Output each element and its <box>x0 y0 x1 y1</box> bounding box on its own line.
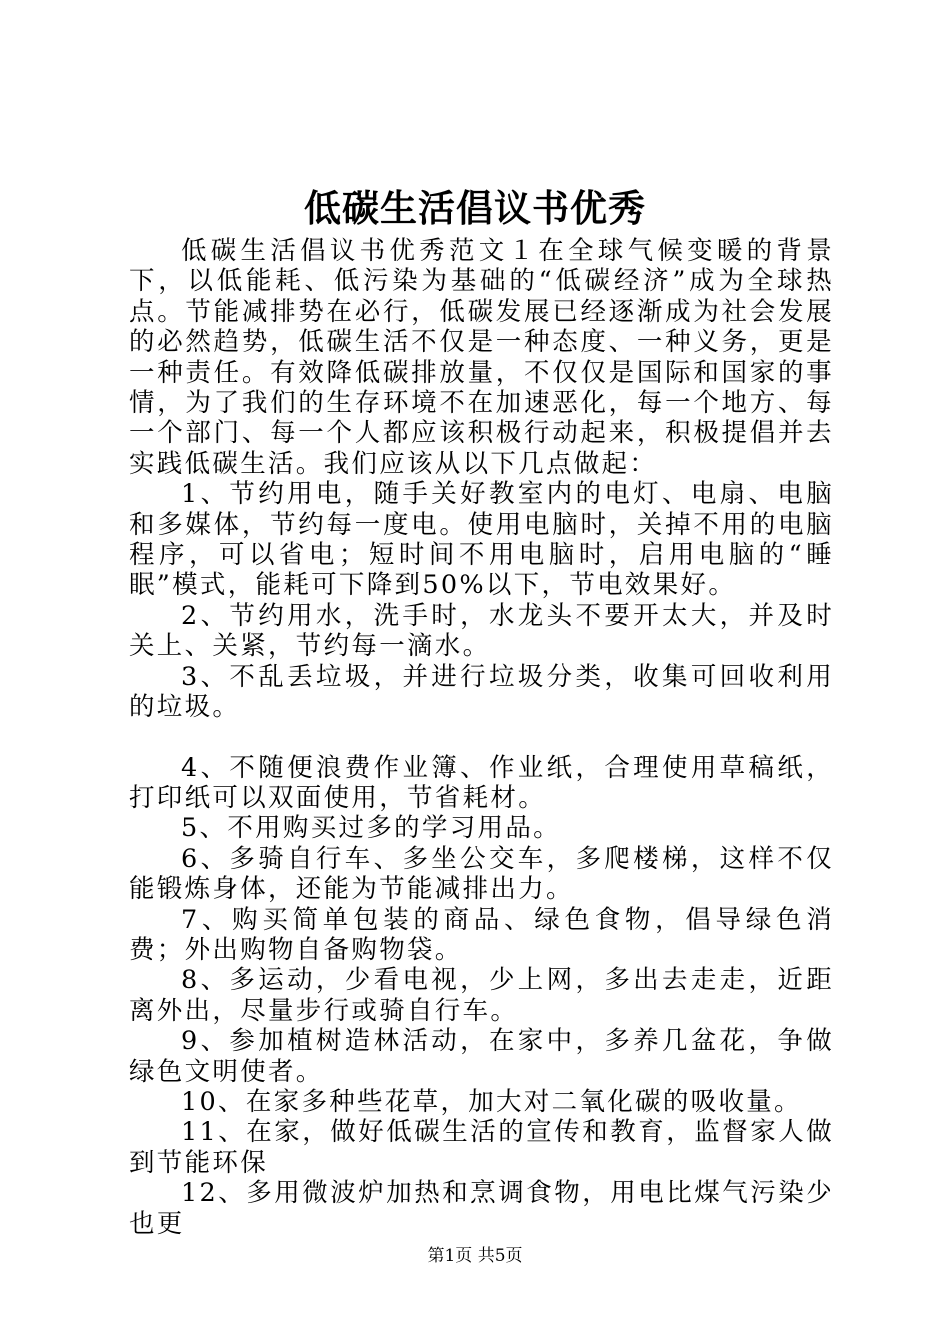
paragraph-item-2: 2、节约用水，洗手时，水龙头不要开太大，并及时关上、关紧，节约每一滴水。 <box>129 600 834 662</box>
page-number-footer: 第1页 共5页 <box>427 1246 523 1266</box>
paragraph-item-4: 4、不随便浪费作业簿、作业纸，合理使用草稿纸，打印纸可以双面使用，节省耗材。 <box>129 752 834 813</box>
paragraph-item-1: 1、节约用电，随手关好教室内的电灯、电扇、电脑和多媒体，节约每一度电。使用电脑时，关掉不用的电脑程序，可以省电；短时间不用电脑时，启用电脑的“睡眠”模式，能耗可下降到50%以下，节电效果好。 <box>129 479 834 601</box>
paragraph-item-11: 11、在家，做好低碳生活的宣传和教育，监督家人做到节能环保 <box>129 1117 834 1178</box>
paragraph-item-12: 12、多用微波炉加热和烹调食物，用电比煤气污染少也更 <box>129 1178 834 1239</box>
paragraph-item-8: 8、多运动，少看电视，少上网，多出去走走，近距离外出，尽量步行或骑自行车。 <box>129 965 834 1026</box>
paragraph-item-6: 6、多骑自行车、多坐公交车，多爬楼梯，这样不仅能锻炼身体，还能为节能减排出力。 <box>129 843 834 905</box>
paragraph-item-10: 10、在家多种些花草，加大对二氧化碳的吸收量。 <box>181 1086 802 1117</box>
paragraph-item-9: 9、参加植树造林活动，在家中，多养几盆花，争做绿色文明使者。 <box>129 1026 834 1087</box>
paragraph-item-3: 3、不乱丢垃圾，并进行垃圾分类，收集可回收利用的垃圾。 <box>129 661 834 723</box>
paragraph-intro: 低碳生活倡议书优秀范文１在全球气候变暖的背景下，以低能耗、低污染为基础的“低碳经济”成为全球热点。节能减排势在必行，低碳发展已经逐渐成为社会发展的必然趋势，低碳生活不仅是一种态度、一种义务，更是一种责任。有效降低碳排放量，不仅仅是国际和国家的事情，为了我们的生存环境不在加速恶化，每一个地方、每一个部门、每一个人都应该积极行动起来，积极提倡并去实践低碳生活。我们应该从以下几点做起： <box>129 236 834 479</box>
document-body <box>129 236 834 1239</box>
paragraph-item-7: 7、购买简单包装的商品、绿色食物，倡导绿色消费；外出购物自备购物袋。 <box>129 904 834 965</box>
paragraph-item-5: 5、不用购买过多的学习用品。 <box>181 813 561 844</box>
document-title: 低碳生活倡议书优秀 <box>304 186 646 230</box>
